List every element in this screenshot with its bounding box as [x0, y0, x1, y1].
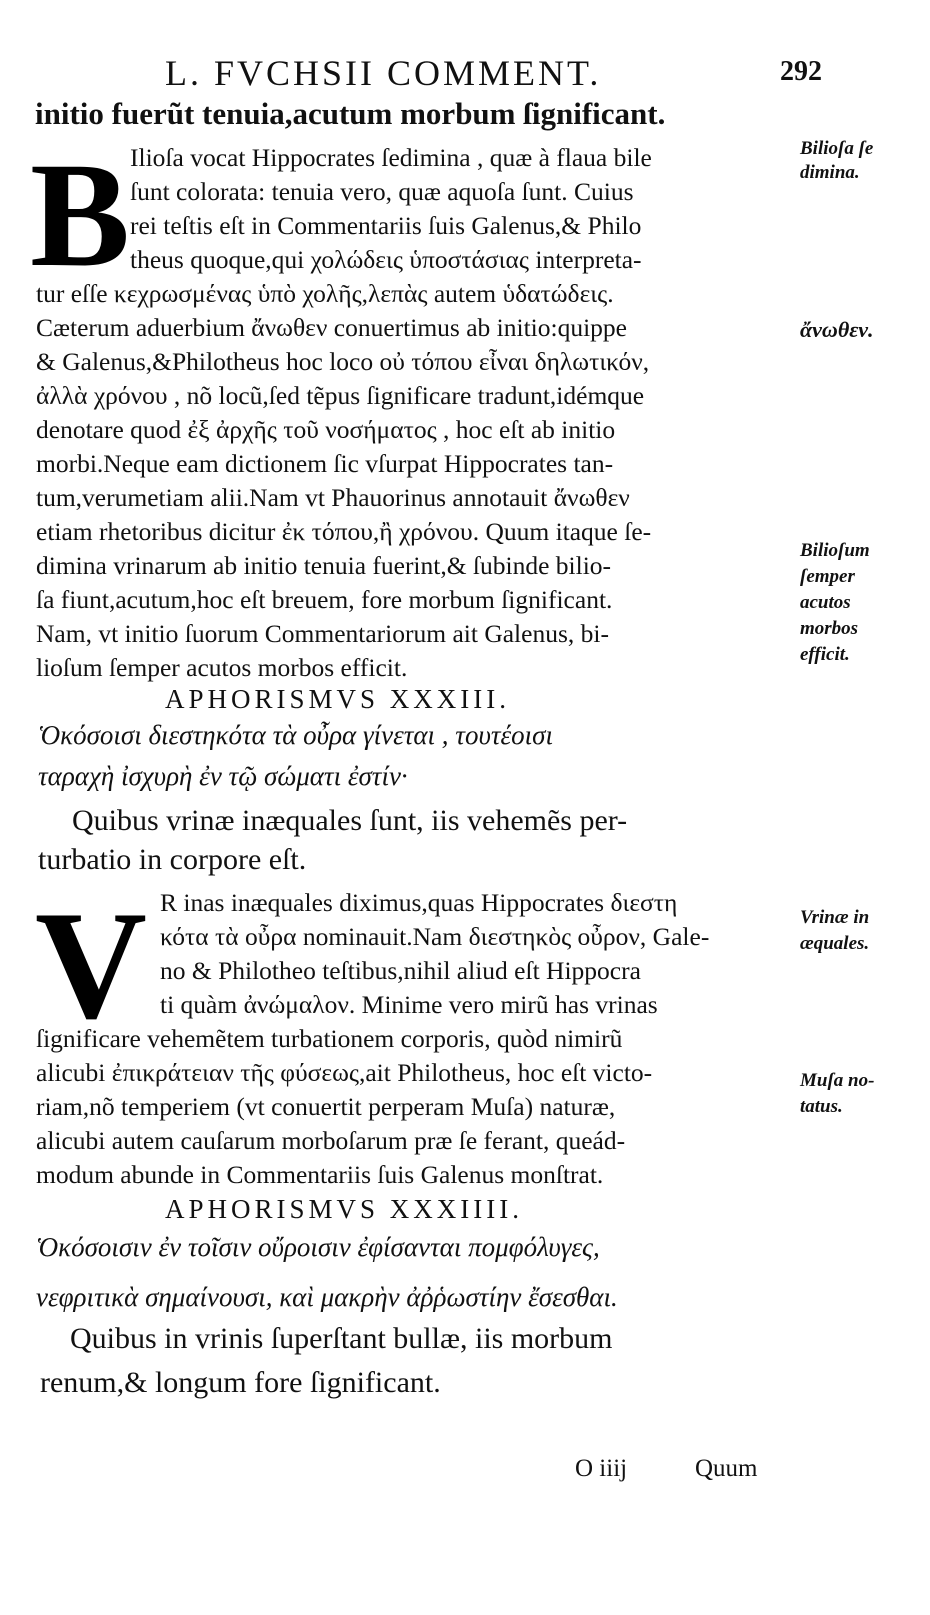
commentary-line: ſignificare vehemẽtem turbationem corporis, quòd nimirũ — [36, 1024, 623, 1053]
commentary-line: ſunt colorata: tenuia vero, quæ aquoſa ſunt. Cuius — [130, 177, 634, 206]
commentary-line: modum abunde in Commentariis ſuis Galenus monſtrat. — [36, 1160, 604, 1189]
page-number: 292 — [780, 56, 822, 87]
commentary-line: Cæterum aduerbium ἄνωθεν conuertimus ab initio:quippe — [36, 313, 627, 342]
aphorism-34-latin-line: Quibus in vrinis ſuperſtant bullæ, iis morbum — [70, 1322, 613, 1355]
commentary-line: ſa fiunt,acutum,hoc eſt breuem, fore morbum ſignificant. — [36, 585, 613, 614]
drop-cap-b: B — [30, 132, 131, 298]
aphorism-33-greek-line: ταραχὴ ἰσχυρὴ ἐν τῷ σώματι ἐστίν· — [38, 761, 408, 791]
commentary-line: & Galenus,&Philotheus hoc loco οὐ τόπου εἶναι δηλωτικόν, — [36, 347, 650, 376]
commentary-line: tum,verumetiam alii.Nam vt Phauorinus annotauit ἄνωθεν — [36, 483, 630, 512]
commentary-line: morbi.Neque eam dictionem ſic vſurpat Hippocrates tan- — [36, 449, 614, 478]
margin-note-biliosa: Bilioſa ſe dimina. — [800, 138, 874, 183]
commentary-line: alicubi ἐπικράτειαν τῆς φύσεως,ait Philotheus, hoc eſt victo- — [36, 1058, 653, 1087]
commentary-line: dimina vrinarum ab initio tenuia fuerint,& ſubinde bilio- — [36, 551, 612, 580]
commentary-line: rei teſtis eſt in Commentariis ſuis Galenus,& Philo — [130, 211, 642, 240]
commentary-line: R inas inæquales diximus,quas Hippocrates διεστη — [160, 888, 678, 917]
commentary-line: alicubi autem cauſarum morboſarum præ ſe ferant, queád- — [36, 1126, 626, 1155]
aphorism-34-greek-line: νεφριτικὰ σημαίνουσι, καὶ μακρὴν ἀῤῥωστίην ἔσεσθαι. — [36, 1282, 618, 1312]
commentary-line: lioſum ſemper acutos morbos efficit. — [36, 653, 408, 682]
commentary-line: riam,nõ temperiem (vt conuertit perperam Muſa) naturæ, — [36, 1092, 616, 1121]
drop-cap-v: V — [35, 879, 147, 1051]
commentary-line: Ilioſa vocat Hippocrates ſedimina , quæ à flaua bile — [130, 143, 652, 172]
commentary-line: no & Philotheo teſtibus,nihil aliud eſt Hippocra — [160, 956, 641, 985]
aphorism-33-latin-line: turbatio in corpore eſt. — [38, 843, 307, 876]
commentary-line: ti quàm ἀνώμαλον. Minime vero mirũ has vrinas — [160, 990, 658, 1019]
commentary-line: κότα τὰ οὖρα nominauit.Nam διεστηκὸς οὖρον, Gale- — [160, 922, 710, 951]
aphorism-33-latin-line: Quibus vrinæ inæquales ſunt, iis vehemẽs per- — [72, 804, 628, 837]
aphorism-33-greek-line: Ὁκόσοισι διεστηκότα τὰ οὖρα γίνεται , τουτέοισι — [38, 720, 553, 750]
aphorism-33-heading: APHORISMVS XXXIII. — [165, 684, 511, 714]
commentary-line: Nam, vt initio ſuorum Commentariorum ait Galenus, bi- — [36, 619, 609, 648]
margin-note-vrinae: Vrinæ in æquales. — [800, 907, 870, 954]
intro-line: initio fuerũt tenuia,acutum morbum ſignificant. — [35, 96, 666, 131]
running-head: L. FVCHSII COMMENT. — [165, 53, 602, 93]
commentary-line: denotare quod ἐξ ἀρχῆς τοῦ νοσήματος , hoc eſt ab initio — [36, 415, 616, 444]
margin-note-anothen: ἄνωθεν. — [800, 317, 874, 342]
margin-note-biliosum: Bilioſum ſemper acutos morbos efficit. — [800, 540, 870, 665]
commentary-line: ἀλλὰ χρόνου , nõ locũ,ſed tẽpus ſignificare tradunt,idémque — [36, 381, 645, 410]
aphorism-34-latin-line: renum,& longum fore ſignificant. — [40, 1366, 441, 1399]
catchword: Quum — [695, 1455, 758, 1482]
aphorism-34-heading: APHORISMVS XXXIIII. — [165, 1194, 524, 1224]
margin-note-musa: Muſa no- tatus. — [800, 1070, 875, 1117]
commentary-line: tur eſſe κεχρωσμένας ὑπὸ χολῆς,λεπὰς autem ὑδατώδεις. — [36, 279, 614, 308]
signature-mark: O iiij — [575, 1455, 628, 1482]
commentary-line: theus quoque,qui χολώδεις ὑποστάσιας interpreta- — [130, 245, 642, 274]
aphorism-34-greek-line: Ὁκόσοισιν ἐν τοῖσιν οὔροισιν ἐφίσανται πομφόλυγες, — [36, 1232, 600, 1262]
commentary-line: etiam rhetoribus dicitur ἐκ τόπου,ἢ χρόνου. Quum itaque ſe- — [36, 517, 652, 546]
